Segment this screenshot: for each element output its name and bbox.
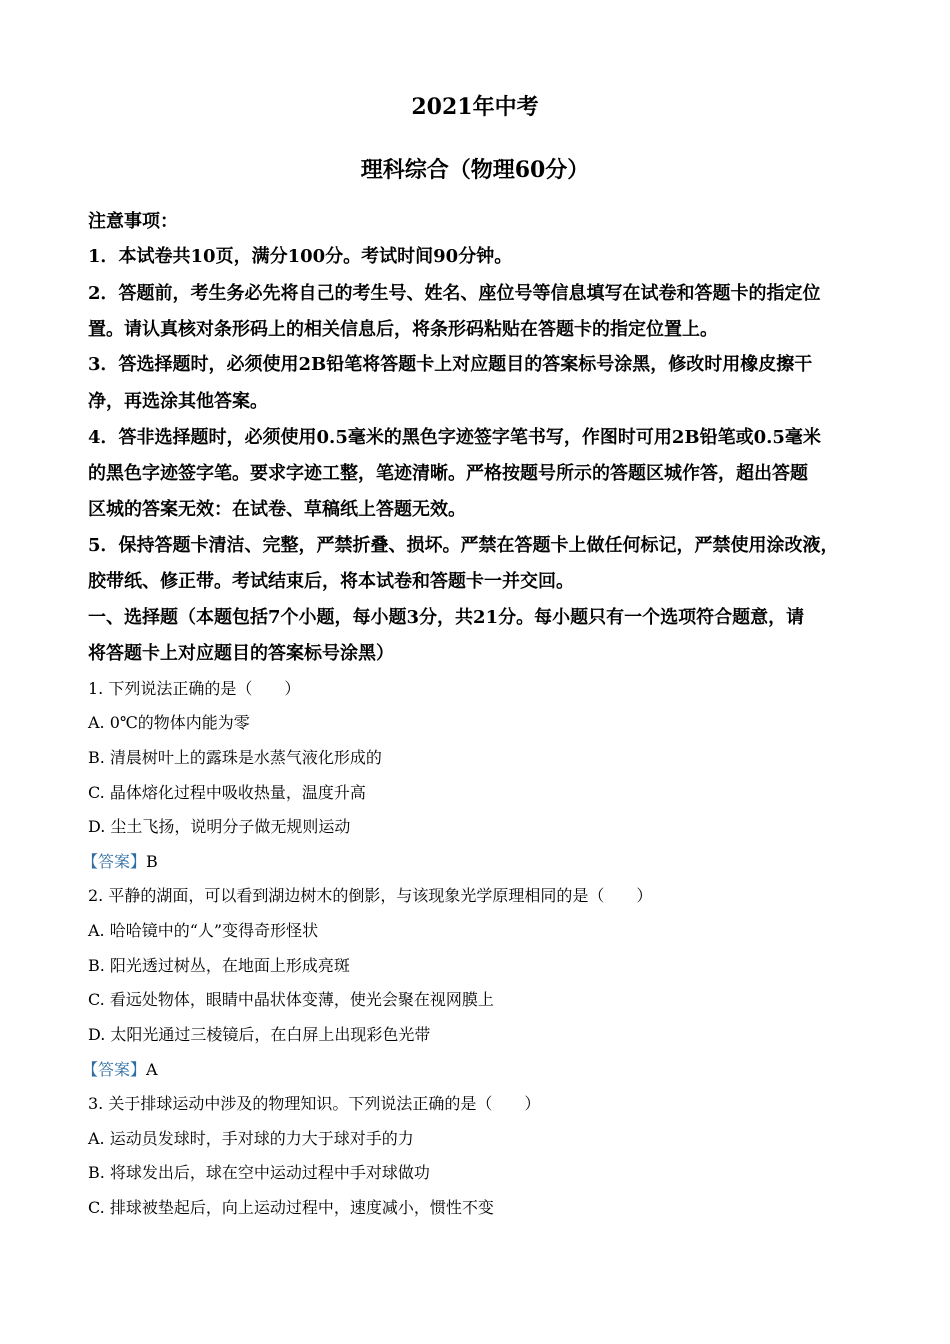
question-stem: 2. 平静的湖面，可以看到湖边树木的倒影，与该现象光学原理相同的是（ ） bbox=[88, 886, 653, 905]
question-option: D. 尘土飞扬，说明分子做无规则运动 bbox=[88, 817, 351, 836]
page-title: 2021年中考 bbox=[411, 94, 539, 120]
notice-heading: 注意事项： bbox=[88, 211, 178, 232]
answer-tag: 【答案】 bbox=[82, 852, 147, 871]
notice-line: 1．本试卷共10页，满分100分。考试时间90分钟。 bbox=[88, 246, 513, 267]
question-option: A. 0℃的物体内能为零 bbox=[88, 713, 250, 732]
question-option: B. 清晨树叶上的露珠是水蒸气液化形成的 bbox=[88, 748, 382, 767]
answer-line bbox=[82, 849, 158, 872]
notice-line: 置。请认真核对条形码上的相关信息后，将条形码粘贴在答题卡的指定位置上。 bbox=[88, 319, 718, 340]
notice-line: 2．答题前，考生务必先将自己的考生号、姓名、座位号等信息填写在试卷和答题卡的指定位 bbox=[88, 283, 821, 304]
notice-line: 净，再选涂其他答案。 bbox=[88, 391, 268, 412]
notice-line: 4．答非选择题时，必须使用0.5毫米的黑色字迹签字笔书写，作图时可用2B铅笔或0.5毫米 bbox=[88, 427, 821, 448]
question-option: A. 运动员发球时，手对球的力大于球对手的力 bbox=[88, 1129, 414, 1148]
question-option: B. 将球发出后，球在空中运动过程中手对球做功 bbox=[88, 1163, 430, 1182]
page-subtitle: 理科综合（物理60分） bbox=[360, 157, 590, 183]
answer-value: A bbox=[146, 1060, 158, 1079]
question-option: C. 晶体熔化过程中吸收热量，温度升高 bbox=[88, 783, 366, 802]
answer-tag: 【答案】 bbox=[82, 1060, 147, 1079]
answer-line bbox=[82, 1057, 158, 1080]
answer-value: B bbox=[146, 852, 158, 871]
question-stem: 1. 下列说法正确的是（ ） bbox=[88, 679, 301, 698]
notice-line: 5．保持答题卡清洁、完整，严禁折叠、损坏。严禁在答题卡上做任何标记，严禁使用涂改液， bbox=[88, 535, 839, 556]
section-heading: 将答题卡上对应题目的答案标号涂黑） bbox=[88, 643, 394, 664]
notice-line: 的黑色字迹签字笔。要求字迹工整，笔迹清晰。严格按题号所示的答题区城作答，超出答题 bbox=[88, 463, 808, 484]
notice-line: 胶带纸、修正带。考试结束后，将本试卷和答题卡一并交回。 bbox=[88, 571, 574, 592]
question-stem: 3. 关于排球运动中涉及的物理知识。下列说法正确的是（ ） bbox=[88, 1094, 541, 1113]
question-option: B. 阳光透过树丛，在地面上形成亮斑 bbox=[88, 956, 350, 975]
question-option: C. 看远处物体，眼睛中晶状体变薄，使光会聚在视网膜上 bbox=[88, 990, 494, 1009]
question-option: A. 哈哈镜中的“人”变得奇形怪状 bbox=[88, 921, 319, 940]
notice-line: 3．答选择题时，必须使用2B铅笔将答题卡上对应题目的答案标号涂黑，修改时用橡皮擦干 bbox=[88, 354, 813, 375]
notice-line: 区城的答案无效：在试卷、草稿纸上答题无效。 bbox=[88, 499, 466, 520]
question-option: D. 太阳光通过三棱镜后，在白屏上出现彩色光带 bbox=[88, 1025, 431, 1044]
section-heading: 一、选择题（本题包括7个小题，每小题3分，共21分。每小题只有一个选项符合题意，请 bbox=[88, 607, 805, 628]
question-option: C. 排球被垫起后，向上运动过程中，速度减小，惯性不变 bbox=[88, 1198, 494, 1217]
